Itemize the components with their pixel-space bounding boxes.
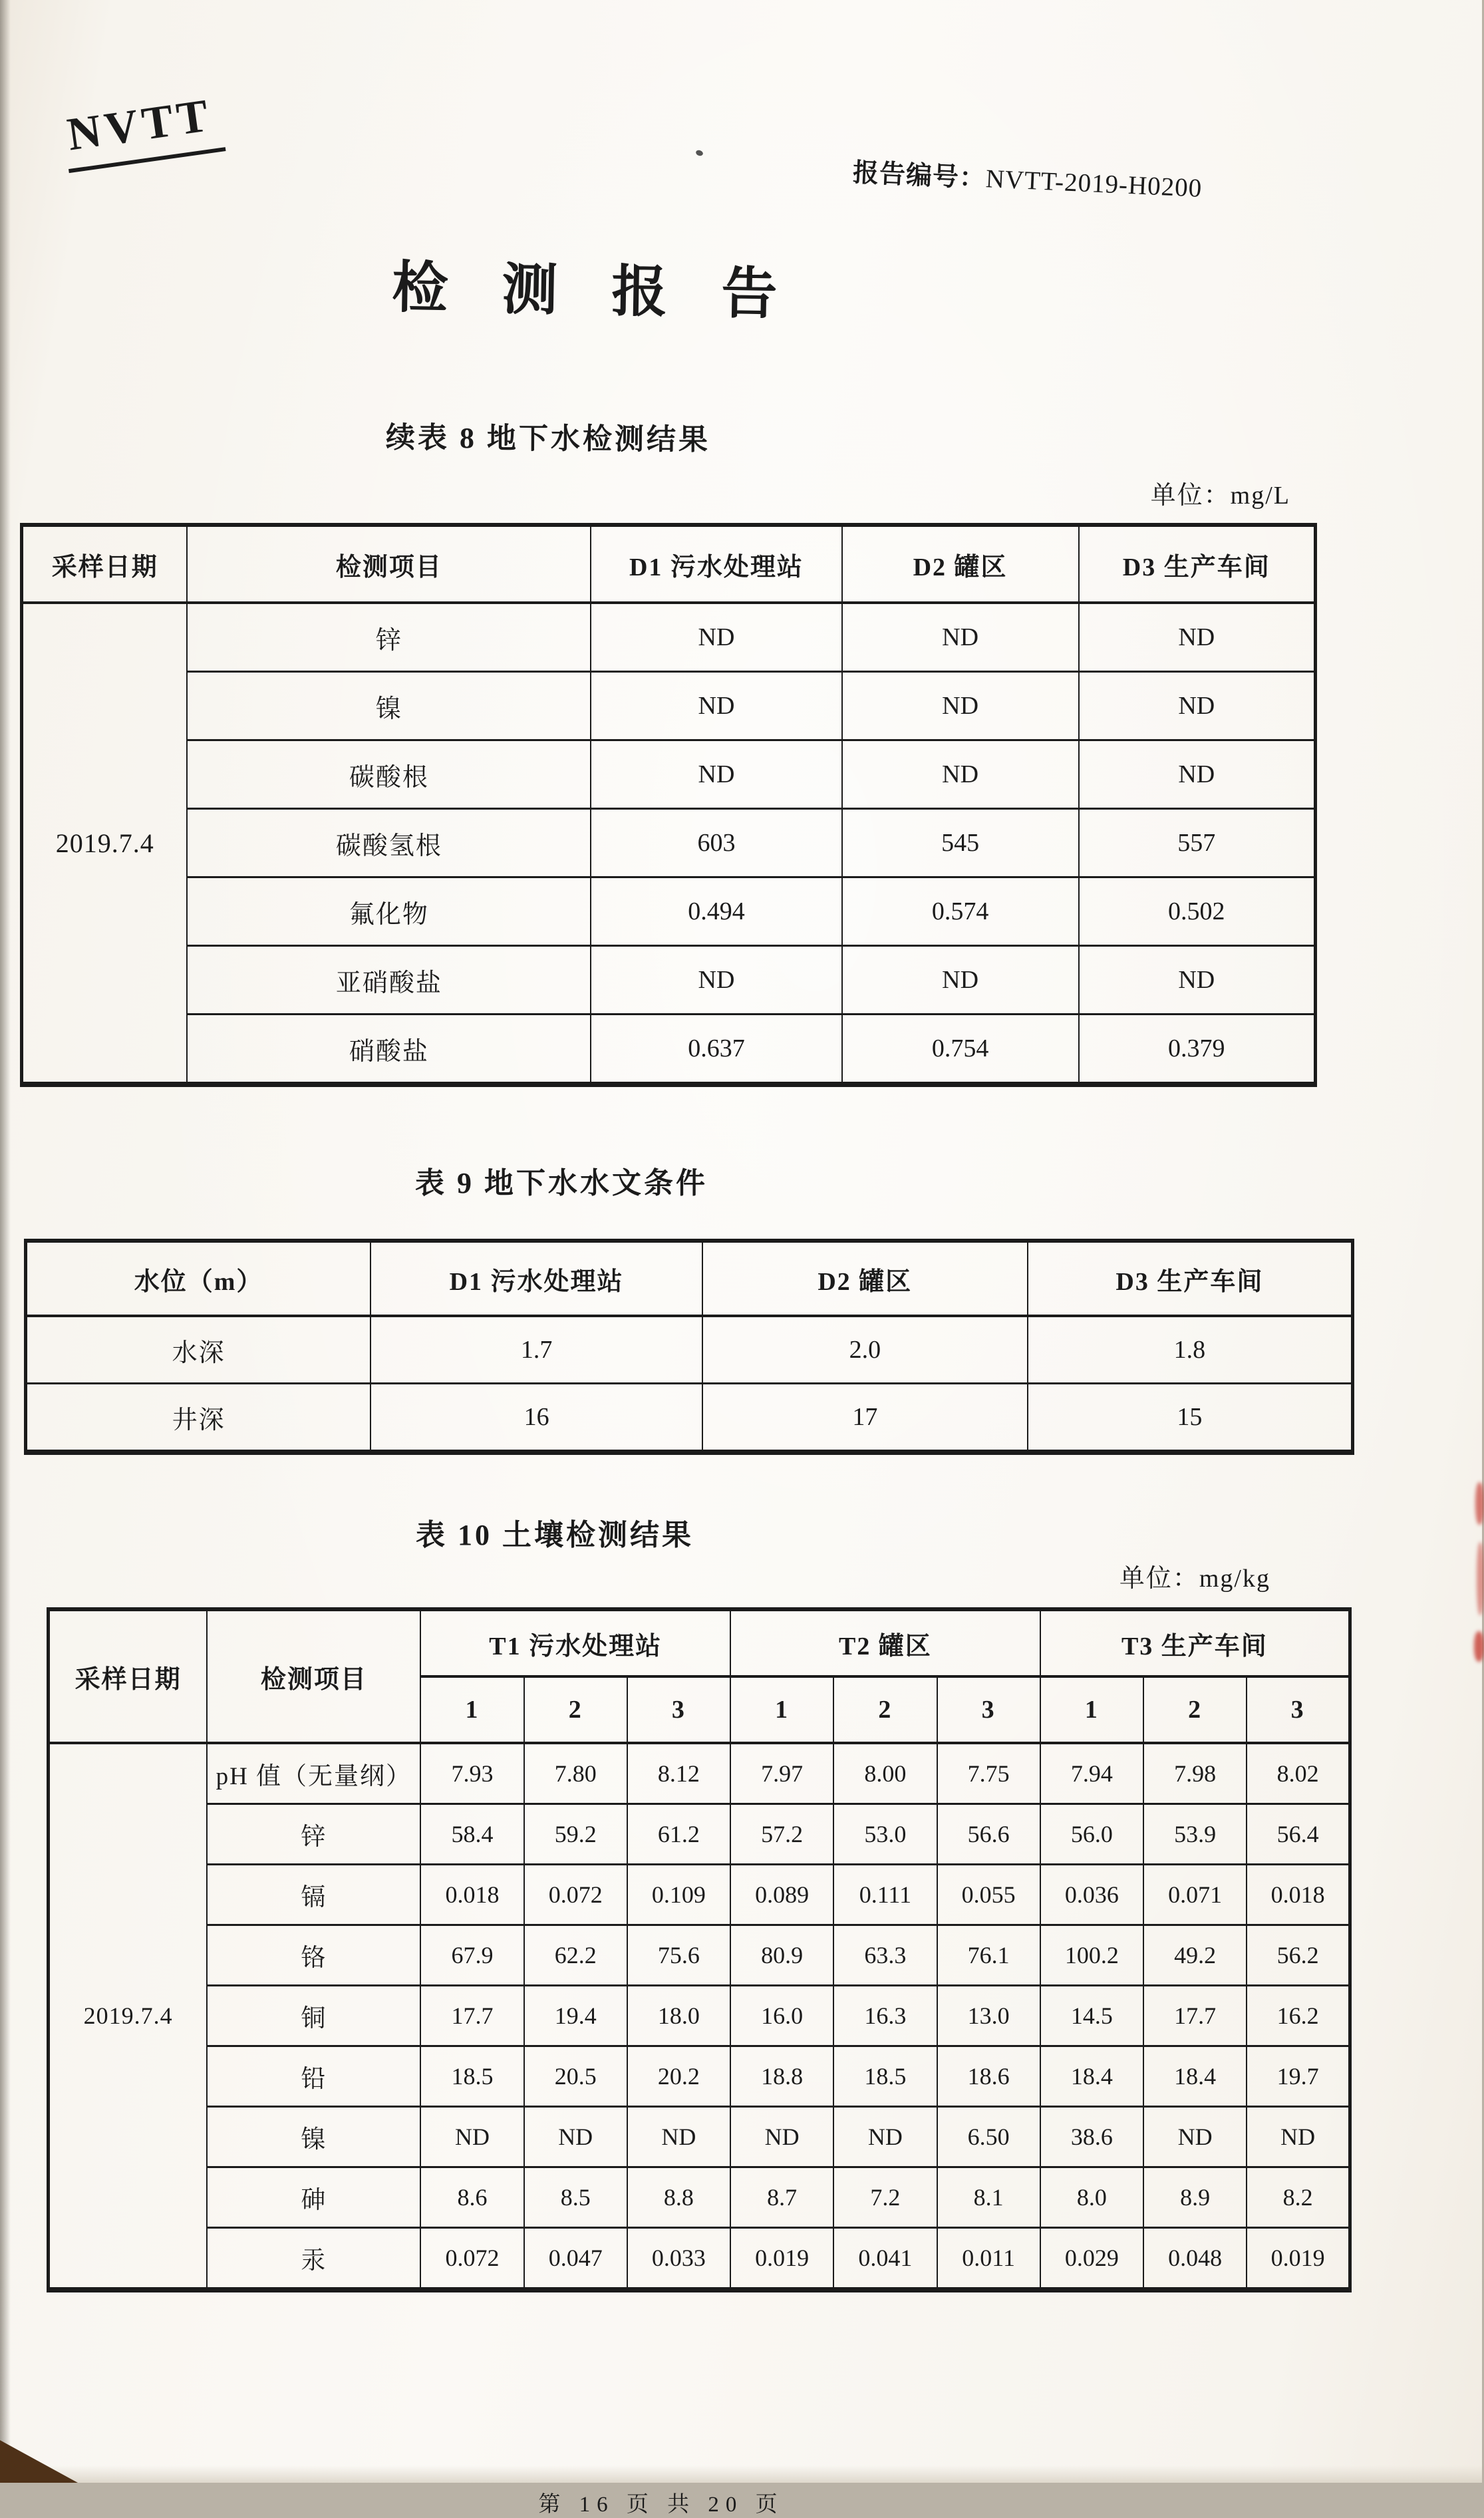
value-cell: 18.5 <box>833 2046 937 2107</box>
value-cell: 17.7 <box>1143 1986 1247 2046</box>
table-row <box>49 2167 1350 2228</box>
subcol-header-cell: 3 <box>627 1676 730 1743</box>
value-cell: 17.7 <box>420 1986 523 2046</box>
table-row <box>49 2228 1350 2290</box>
row-label-cell: 砷 <box>207 2167 420 2228</box>
page-bottom-shadow <box>0 2465 1482 2483</box>
red-stamp-edge-mark <box>1474 1631 1484 1662</box>
value-cell: 0.055 <box>937 1865 1040 1925</box>
groundwater-results-table <box>20 523 1317 1087</box>
value-cell: 18.4 <box>1040 2046 1143 2107</box>
value-cell: 557 <box>1079 809 1316 877</box>
report-number-value: NVTT-2019-H0200 <box>985 164 1203 203</box>
soil-results-table <box>47 1607 1352 2292</box>
value-cell: 53.9 <box>1143 1804 1247 1865</box>
value-cell: 0.072 <box>420 2228 523 2290</box>
value-cell: ND <box>730 2107 833 2167</box>
value-cell: 49.2 <box>1143 1925 1247 1986</box>
value-cell: 8.02 <box>1247 1743 1350 1804</box>
value-cell: ND <box>1143 2107 1247 2167</box>
column-header-cell: D2 罐区 <box>702 1241 1028 1316</box>
row-label-cell: 锌 <box>207 1804 420 1865</box>
row-label-cell: 汞 <box>207 2228 420 2290</box>
value-cell: 7.94 <box>1040 1743 1143 1804</box>
table-row <box>26 1384 1353 1453</box>
value-cell: 20.2 <box>627 2046 730 2107</box>
subcol-header-cell: 3 <box>1247 1676 1350 1743</box>
column-header-cell: D1 污水处理站 <box>591 525 841 603</box>
column-header-cell: 检测项目 <box>207 1609 420 1743</box>
value-cell: 2.0 <box>702 1316 1028 1384</box>
value-cell: 53.0 <box>833 1804 937 1865</box>
value-cell: 0.019 <box>1247 2228 1350 2290</box>
table-row <box>22 809 1316 877</box>
row-label-cell: 亚硝酸盐 <box>187 946 591 1015</box>
value-cell: 0.494 <box>591 877 841 946</box>
nvtt-logo: NVTT <box>60 88 226 173</box>
value-cell: 62.2 <box>524 1925 627 1986</box>
table-row <box>49 1804 1350 1865</box>
value-cell: 56.0 <box>1040 1804 1143 1865</box>
table-row <box>22 1015 1316 1085</box>
table-row <box>49 1925 1350 1986</box>
value-cell: 1.7 <box>371 1316 702 1384</box>
row-label-cell: 铅 <box>207 2046 420 2107</box>
red-stamp-edge-mark <box>1475 1482 1484 1525</box>
column-header-cell: 水位（m） <box>26 1241 371 1316</box>
value-cell: ND <box>627 2107 730 2167</box>
value-cell: 76.1 <box>937 1925 1040 1986</box>
value-cell: 0.029 <box>1040 2228 1143 2290</box>
value-cell: 8.1 <box>937 2167 1040 2228</box>
table10-unit: 单位：mg/kg <box>1119 1565 1270 1593</box>
row-label-cell: 锌 <box>187 603 591 672</box>
report-number-label: 报告编号： <box>852 158 987 194</box>
value-cell: ND <box>591 740 841 809</box>
column-header-cell: D1 污水处理站 <box>371 1241 702 1316</box>
value-cell: 17 <box>702 1384 1028 1453</box>
row-label-cell: 镉 <box>207 1865 420 1925</box>
column-header-cell: 采样日期 <box>22 525 188 603</box>
value-cell: 0.041 <box>833 2228 937 2290</box>
value-cell: 58.4 <box>420 1804 523 1865</box>
subcol-header-cell: 2 <box>1143 1676 1247 1743</box>
value-cell: 0.048 <box>1143 2228 1247 2290</box>
table-row <box>49 1609 1350 1676</box>
value-cell: 56.4 <box>1247 1804 1350 1865</box>
value-cell: 16 <box>371 1384 702 1453</box>
table-row <box>49 2046 1350 2107</box>
report-number <box>852 152 1203 205</box>
value-cell: 75.6 <box>627 1925 730 1986</box>
value-cell: 0.036 <box>1040 1865 1143 1925</box>
value-cell: 19.4 <box>524 1986 627 2046</box>
value-cell: 8.0 <box>1040 2167 1143 2228</box>
table8-unit: 单位：mg/L <box>1150 482 1290 510</box>
value-cell: 20.5 <box>524 2046 627 2107</box>
row-label-cell: 铜 <box>207 1986 420 2046</box>
value-cell: ND <box>842 672 1079 740</box>
value-cell: 8.9 <box>1143 2167 1247 2228</box>
value-cell: ND <box>1247 2107 1350 2167</box>
value-cell: 7.98 <box>1143 1743 1247 1804</box>
value-cell: 603 <box>591 809 841 877</box>
table-row <box>22 525 1316 603</box>
subcol-header-cell: 1 <box>730 1676 833 1743</box>
value-cell: 0.089 <box>730 1865 833 1925</box>
table8-caption: 续表 8 地下水检测结果 <box>385 421 711 456</box>
table10-caption: 表 10 土壤检测结果 <box>416 1519 694 1551</box>
table-row <box>49 1743 1350 1804</box>
sample-date-cell: 2019.7.4 <box>22 603 188 1084</box>
subcol-header-cell: 1 <box>1040 1676 1143 1743</box>
value-cell: 56.6 <box>937 1804 1040 1865</box>
value-cell: 19.7 <box>1247 2046 1350 2107</box>
value-cell: 0.018 <box>1247 1865 1350 1925</box>
value-cell: 8.00 <box>833 1743 937 1804</box>
row-label-cell: 碳酸根 <box>187 740 591 809</box>
value-cell: 38.6 <box>1040 2107 1143 2167</box>
column-header-cell: D2 罐区 <box>842 525 1079 603</box>
value-cell: 18.5 <box>420 2046 523 2107</box>
row-label-cell: 氟化物 <box>187 877 591 946</box>
value-cell: 0.011 <box>937 2228 1040 2290</box>
row-label-cell: 镍 <box>207 2107 420 2167</box>
value-cell: 7.97 <box>730 1743 833 1804</box>
value-cell: 13.0 <box>937 1986 1040 2046</box>
table-row <box>22 877 1316 946</box>
value-cell: 8.12 <box>627 1743 730 1804</box>
value-cell: ND <box>833 2107 937 2167</box>
row-label-cell: 铬 <box>207 1925 420 1986</box>
value-cell: 8.5 <box>524 2167 627 2228</box>
value-cell: 16.2 <box>1247 1986 1350 2046</box>
value-cell: 59.2 <box>524 1804 627 1865</box>
row-label-cell: pH 值（无量纲） <box>207 1743 420 1804</box>
value-cell: 7.75 <box>937 1743 1040 1804</box>
table-row <box>26 1241 1353 1316</box>
sample-date-cell: 2019.7.4 <box>49 1743 208 2290</box>
hydrology-table <box>24 1239 1354 1455</box>
row-label-cell: 碳酸氢根 <box>187 809 591 877</box>
value-cell: ND <box>524 2107 627 2167</box>
value-cell: 18.0 <box>627 1986 730 2046</box>
value-cell: 14.5 <box>1040 1986 1143 2046</box>
table-row <box>49 1865 1350 1925</box>
value-cell: 8.2 <box>1247 2167 1350 2228</box>
page-header <box>0 0 1482 203</box>
column-header-cell: D3 生产车间 <box>1079 525 1316 603</box>
value-cell: 16.0 <box>730 1986 833 2046</box>
table-row <box>26 1316 1353 1384</box>
value-cell: 61.2 <box>627 1804 730 1865</box>
value-cell: 100.2 <box>1040 1925 1143 1986</box>
value-cell: 8.7 <box>730 2167 833 2228</box>
value-cell: 0.574 <box>842 877 1079 946</box>
page-edge-shadow <box>0 0 11 2483</box>
value-cell: ND <box>1079 672 1316 740</box>
page-footer: 第 16 页 共 20 页 <box>538 2493 784 2517</box>
table-row <box>22 672 1316 740</box>
subcol-header-cell: 2 <box>524 1676 627 1743</box>
column-header-cell: 采样日期 <box>49 1609 208 1743</box>
value-cell: 18.8 <box>730 2046 833 2107</box>
value-cell: ND <box>1079 740 1316 809</box>
value-cell: 0.033 <box>627 2228 730 2290</box>
value-cell: 0.018 <box>420 1865 523 1925</box>
table-row <box>22 740 1316 809</box>
value-cell: ND <box>1079 603 1316 672</box>
value-cell: ND <box>420 2107 523 2167</box>
value-cell: 7.80 <box>524 1743 627 1804</box>
value-cell: 7.2 <box>833 2167 937 2228</box>
value-cell: 16.3 <box>833 1986 937 2046</box>
value-cell: 18.6 <box>937 2046 1040 2107</box>
value-cell: 15 <box>1028 1384 1353 1453</box>
row-label-cell: 硝酸盐 <box>187 1015 591 1085</box>
value-cell: 56.2 <box>1247 1925 1350 1986</box>
table-row <box>22 946 1316 1015</box>
value-cell: 6.50 <box>937 2107 1040 2167</box>
value-cell: 8.8 <box>627 2167 730 2228</box>
value-cell: ND <box>591 603 841 672</box>
subcol-header-cell: 2 <box>833 1676 937 1743</box>
value-cell: 0.379 <box>1079 1015 1316 1085</box>
value-cell: 0.071 <box>1143 1865 1247 1925</box>
value-cell: 0.754 <box>842 1015 1079 1085</box>
column-header-cell: D3 生产车间 <box>1028 1241 1353 1316</box>
table-row <box>22 603 1316 672</box>
value-cell: 80.9 <box>730 1925 833 1986</box>
value-cell: ND <box>842 946 1079 1015</box>
value-cell: 8.6 <box>420 2167 523 2228</box>
value-cell: 7.93 <box>420 1743 523 1804</box>
value-cell: 0.072 <box>524 1865 627 1925</box>
value-cell: 0.637 <box>591 1015 841 1085</box>
value-cell: 0.502 <box>1079 877 1316 946</box>
value-cell: 545 <box>842 809 1079 877</box>
value-cell: ND <box>1079 946 1316 1015</box>
value-cell: 18.4 <box>1143 2046 1247 2107</box>
value-cell: 57.2 <box>730 1804 833 1865</box>
value-cell: 63.3 <box>833 1925 937 1986</box>
red-stamp-edge-mark <box>1477 1542 1484 1615</box>
subcol-header-cell: 3 <box>937 1676 1040 1743</box>
group-header-cell: T1 污水处理站 <box>420 1609 730 1676</box>
value-cell: 0.109 <box>627 1865 730 1925</box>
value-cell: 0.111 <box>833 1865 937 1925</box>
table-row <box>49 2107 1350 2167</box>
value-cell: 0.047 <box>524 2228 627 2290</box>
group-header-cell: T3 生产车间 <box>1040 1609 1350 1676</box>
value-cell: ND <box>842 603 1079 672</box>
row-label-cell: 水深 <box>26 1316 371 1384</box>
value-cell: ND <box>842 740 1079 809</box>
table-row <box>49 1986 1350 2046</box>
value-cell: 67.9 <box>420 1925 523 1986</box>
row-label-cell: 井深 <box>26 1384 371 1453</box>
value-cell: 1.8 <box>1028 1316 1353 1384</box>
row-label-cell: 镍 <box>187 672 591 740</box>
value-cell: ND <box>591 946 841 1015</box>
column-header-cell: 检测项目 <box>187 525 591 603</box>
page-title: 检 测 报 告 <box>391 257 798 327</box>
value-cell: ND <box>591 672 841 740</box>
value-cell: 0.019 <box>730 2228 833 2290</box>
group-header-cell: T2 罐区 <box>730 1609 1040 1676</box>
subcol-header-cell: 1 <box>420 1676 523 1743</box>
table9-caption: 表 9 地下水水文条件 <box>415 1167 708 1199</box>
